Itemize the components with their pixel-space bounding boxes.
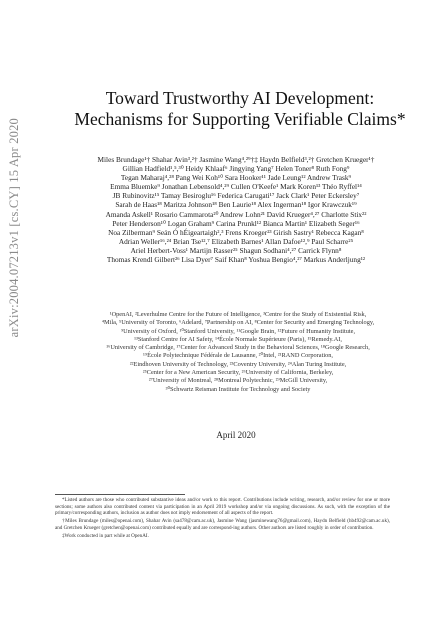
affiliation-line: ¹⁶University of Cambridge, ¹⁷Center for Advanced Study in the Behavioral Sciences, ¹⁸Google Research,	[106, 344, 370, 352]
author-line: JB Rubinovitz¹⁵ Tamay Besiroglu¹⁶ Federica Carugati¹⁷ Jack Clark¹ Peter Eckersley⁷	[112, 191, 360, 201]
author-line: Sarah de Haas¹⁸ Maritza Johnson¹⁸ Ben Laurie¹⁸ Alex Ingerman¹⁸ Igor Krawczuk¹⁹	[115, 200, 357, 210]
title-line-1: Toward Trustworthy AI Development:	[105, 88, 375, 108]
affiliation-line: ²⁷University of Montreal, ²⁸Montreal Polytechnic, ²⁹McGill University,	[148, 377, 328, 385]
affiliation-line: ¹⁹École Polytechnique Fédérale de Lausanne, ²⁰Intel, ²¹RAND Corporation,	[143, 352, 333, 360]
author-line: Amanda Askell¹ Rosario Cammarota²⁰ Andrew Lohn²¹ David Krueger⁴,²⁷ Charlotte Stix²²	[105, 209, 367, 219]
affiliation-line: ²⁵Center for a New American Security, ²⁶University of California, Berkeley,	[142, 369, 334, 377]
affiliation-line: ¹OpenAI, ²Leverhulme Centre for the Future of Intelligence, ³Centre for the Study of Existential Risk,	[109, 311, 367, 318]
footnotes	[55, 497, 390, 541]
author-line: Ariel Herbert-Voss¹ Martijn Rasser²⁵ Shagun Sodhani⁴,²⁷ Carrick Flynn⁸	[130, 245, 342, 255]
footnote-rule	[55, 494, 185, 495]
author-line: Miles Brundage¹† Shahar Avin³,²† Jasmine Wang⁴,²⁹†‡ Haydn Belfield³,²† Gretchen Krueger¹†	[97, 155, 375, 164]
author-line: Tegan Maharaj⁴,²⁸ Pang Wei Koh¹⁰ Sara Hooker¹¹ Jade Leung¹² Andrew Trask⁹	[120, 173, 352, 183]
author-line: Emma Bluemke⁹ Jonathan Lebensold⁴,²⁹ Cullen O'Keefe¹ Mark Koren¹³ Théo Ryffel¹⁴	[110, 182, 362, 192]
paper-title	[40, 88, 440, 130]
arxiv-identifier: arXiv:2004.07213v1 [cs.CY] 15 Apr 2020	[7, 118, 21, 338]
footnote-openai: ‡Work conducted in part while at OpenAI.	[62, 532, 149, 539]
affiliation-list	[60, 311, 416, 394]
affiliation-line: ²²Eindhoven University of Technology, ²³Coventry University, ²⁴Alan Turing Institute,	[129, 360, 347, 368]
affiliation-line: ¹³Stanford Centre for AI Safety, ¹⁴École Normale Supérieure (Paris), ¹⁵Remedy.AI,	[134, 335, 342, 343]
author-line: Thomas Krendl Gilbert²⁶ Lisa Dyer⁷ Saif Khan⁸ Yoshua Bengio⁴,²⁷ Markus Anderljung¹²	[106, 255, 366, 265]
publication-date: April 2020	[216, 430, 256, 440]
author-line: Noa Zilberman⁹ Seán Ó hÉigeartaigh²,³ Frens Kroeger²³ Girish Sastry¹ Rebecca Kagan⁸	[108, 227, 364, 237]
affiliation-line: ³⁰Schwartz Reisman Institute for Technology and Society	[165, 385, 311, 393]
footnote-corresponding: †Miles Brundage (miles@openai.com), Shahar Avin (sa478@cam.ac.uk), Jasmine Wang (jasminewang76@gmail.com), Haydn Belfield (hb492@cam.ac.uk), and Gretchen Krueger (gretchen@openai.com) contributed equally and are correspond-ing authors. Other authors are listed roughly in order of contribution.	[55, 518, 390, 531]
affiliation-line: ⁴Mila, ⁵University of Toronto, ⁶Adelard, ⁷Partnership on AI, ⁸Center for Security and Emerging Technology,	[101, 319, 375, 327]
author-list	[40, 155, 432, 264]
author-line: Gillian Hadfield¹,⁵,³⁰ Heidy Khlaaf⁶ Jingying Yang⁷ Helen Toner⁸ Ruth Fong⁹	[122, 164, 350, 174]
title-line-2: Mechanisms for Supporting Verifiable Claims*	[74, 109, 406, 129]
affiliation-line: ⁹University of Oxford, ¹⁰Stanford University, ¹¹Google Brain, ¹²Future of Humanity Institute,	[120, 327, 356, 335]
footnote-contributions: *Listed authors are those who contributed substantive ideas and/or work to this report. Contributions include writing, research, and/or review for one or more sections; some authors also contributed content via participation in an April 2019 workshop and/or via ongoing discussions. As such, with the exception of the primary/corresponding authors, inclusion as author does not imply endorsement of all aspects of the report.	[55, 497, 390, 517]
author-line: Peter Henderson¹⁰ Logan Graham⁹ Carina Prunkl¹² Bianca Martin¹ Elizabeth Seger¹⁶	[112, 218, 360, 228]
author-line: Adrian Weller¹⁶,²⁴ Brian Tse¹²,⁷ Elizabeth Barnes¹ Allan Dafoe¹²,⁹ Paul Scharre²⁵	[118, 236, 354, 246]
